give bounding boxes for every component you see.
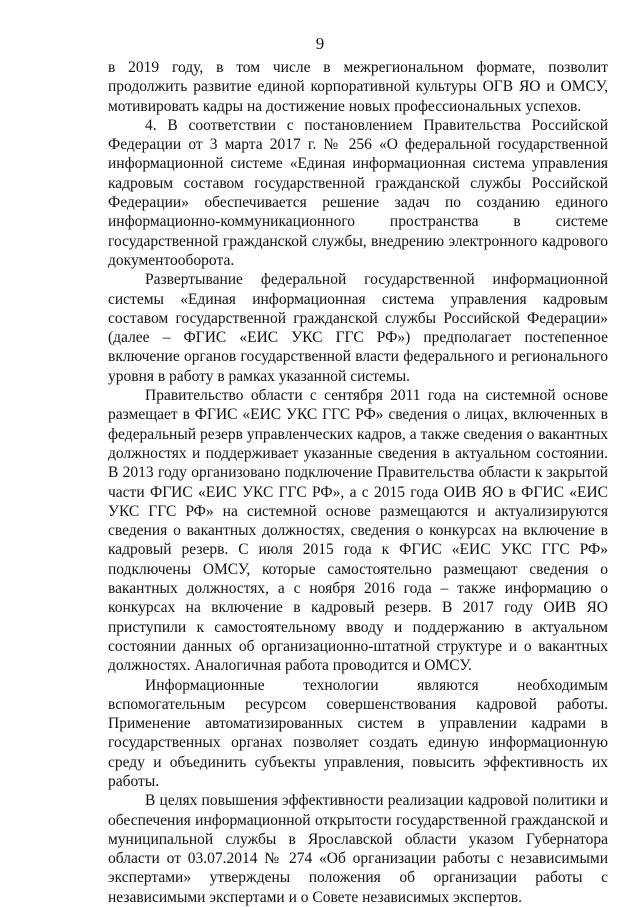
page-number: 9 <box>315 34 325 53</box>
paragraph-government-placement: Правительство области с сентября 2011 года на системной основе размещает в ФГИС «ЕИС УКС ГГС РФ» сведения о лицах, включенных в федеральный резерв управленческих кадров, а также сведения о вакантных должностях и поддерживает указанные сведения в актуальном состоянии. В 2013 году организовано подключение Правительства области к закрытой части ФГИС «ЕИС УКС ГГС РФ», а с 2015 года ОИВ ЯО в ФГИС «ЕИС УКС ГГС РФ» на системной основе размещаются и актуализируются сведения о вакантных должностях, сведения о конкурсах на включение в кадровый резерв. С июля 2015 года к ФГИС «ЕИС УКС ГГС РФ» подключены ОМСУ, которые самостоятельно размещают сведения о вакантных должностях, а с ноября 2016 года – также информацию о конкурсах на включение в кадровый резерв. В 2017 году ОИВ ЯО приступили к самостоятельному вводу и поддержанию в актуальном состоянии данных об организационно-штатной структуре и о вакантных должностях. Аналогичная работа проводится и ОМСУ. <box>108 387 608 675</box>
paragraph-independent-experts: В целях повышения эффективности реализации кадровой политики и обеспечения информационной открытости государственной гражданской и муниципальной службы в Ярославской области указом Губернатора области от 03.07.2014 № 274 «Об организации работы с независимыми экспертами» утверждены положения об организации работы с независимыми экспертами и о Совете независимых экспертов. <box>108 792 608 906</box>
document-body <box>108 58 608 907</box>
paragraph-item-4: 4. В соответствии с постановлением Правительства Российской Федерации от 3 марта 2017 г. № 256 «О федеральной государственной информационной системе «Единая информационная система управления кадровым составом государственной гражданской службы Российской Федерации» обеспечивается решение задач по созданию единого информационно-коммуникационного пространства в системе государственной гражданской службы, внедрению электронного кадрового документооборота. <box>108 116 608 269</box>
paragraph-information-technologies: Информационные технологии являются необходимым вспомогательным ресурсом совершенствования кадровой работы. Применение автоматизированных систем в управлении кадрами в государственных органах позволяет создать единую информационную среду и объединить субъекты управления, повысить эффективность их работы. <box>108 676 608 790</box>
paragraph-deployment: Развертывание федеральной государственной информационной системы «Единая информационная система управления кадровым составом государственной гражданской службы Российской Федерации» (далее – ФГИС «ЕИС УКС ГГС РФ») предполагает постепенное включение органов государственной власти федерального и регионального уровня в работу в рамках указанной системы. <box>108 271 608 385</box>
paragraph-continuation: в 2019 году, в том числе в межрегиональном формате, позволит продолжить развитие единой корпоративной культуры ОГВ ЯО и ОМСУ, мотивировать кадры на достижение новых профессиональных успехов. <box>108 59 608 115</box>
